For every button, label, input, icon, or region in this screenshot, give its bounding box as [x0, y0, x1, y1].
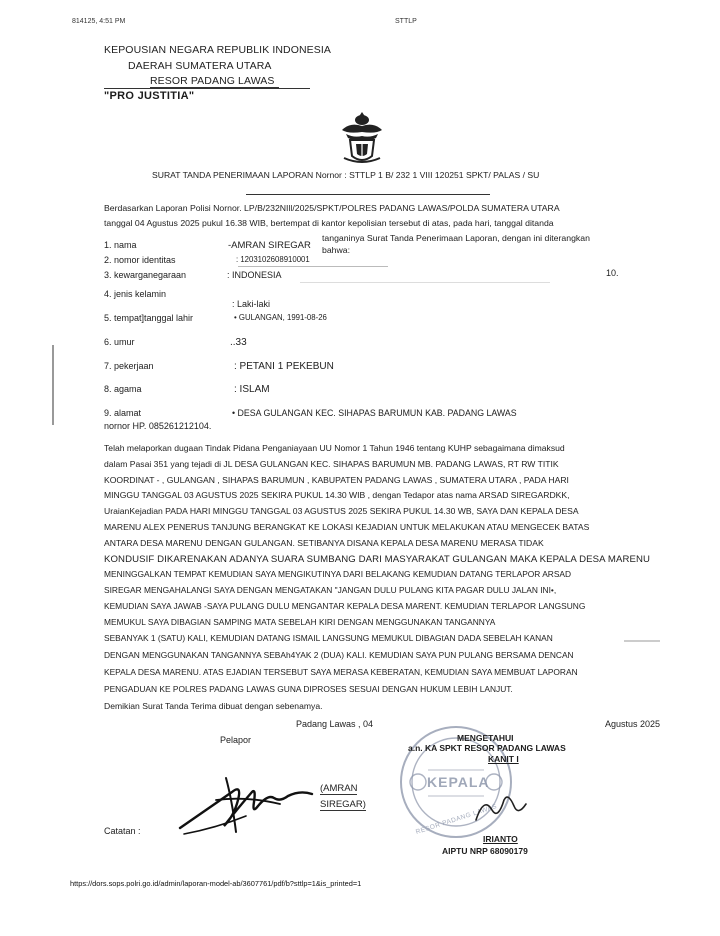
field-label-nama: 1. nama	[104, 240, 137, 250]
place-date: Padang Lawas , 04	[296, 719, 374, 729]
field-value-jenis-kelamin: : Laki-laki	[232, 299, 271, 309]
report-line: MARENU ALEX PENERUS TANJUNG BERANGKAT KE LOKASI KEJADIAN UNTUK MELAKUKAN ATAU MENGECEK BATAS	[104, 521, 590, 532]
report-paragraph	[104, 441, 650, 646]
intro-line-3: tanganinya Surat Tanda Penerimaan Laporan, dengan ini diterangkan	[322, 233, 590, 243]
report-line: Telah melaporkan dugaan Tindak Pidana Penganiayaan UU Nomor 1 Tahun 1946 tentang KUHP sebagaimana dimaksud	[104, 443, 565, 453]
intro-line-1: Berdasarkan Laporan Polisi Nornor. LP/B/232NIll/2025/SPKT/POLRES PADANG LAWAS/POLDA SUMATERA UTARA	[104, 203, 560, 213]
title-rule	[246, 194, 490, 195]
report-line: MENINGGALKAN TEMPAT KEMUDIAN SAYA MENGIKUTINYA DARI BELAKANG KEMUDIAN DATANG TERLAPOR ARSAD	[104, 569, 572, 580]
print-timestamp: 814125, 4:51 PM	[72, 18, 126, 25]
police-emblem-icon	[336, 108, 388, 166]
closing-line: Demikian Surat Tanda Terima dibuat dengan sebenamya.	[104, 701, 323, 711]
an-ka-spkt: a.n. KA SPKT RESOR PADANG LAWAS	[408, 743, 566, 753]
field-value-alamat: • DESA GULANGAN KEC. SIHAPAS BARUMUN KAB. PADANG LAWAS	[232, 408, 517, 418]
report-line: KEMUDIAN SAYA JAWAB -SAYA PULANG DULU MENGANTAR KEPALA DESA MARENT. KEMUDIAN TERLAPOR LANGSUNG	[104, 600, 586, 611]
field-value-ttl: • GULANGAN, 1991-08-26	[234, 313, 327, 322]
report-line: PENGADUAN KE POLRES PADANG LAWAS GUNA DIPROSES SESUAI DENGAN HUKUM LEBIH LANJUT.	[104, 684, 513, 694]
kanit-label: KANIT I	[488, 754, 519, 764]
field-value-nama: -AMRAN SIREGAR	[228, 240, 311, 251]
intro-line-2: tanggal 04 Agustus 2025 pukul 16.38 WIB, bertempat di kantor kepolisian tersebut di atas, pada hari, tanggal ditanda	[104, 218, 554, 228]
report-line: SIREGAR MENGAHALANGI SAYA DENGAN MENGATAKAN "JANGAN DULU PULANG KITA PAGAR DULU JALAN INI•,	[104, 585, 557, 596]
letterhead-line-2: DAERAH SUMATERA UTARA	[128, 60, 272, 72]
field-value-identitas: : 1203102608910001	[236, 255, 310, 264]
faint-mark	[624, 640, 660, 642]
reporter-signature	[176, 770, 316, 840]
pro-justitia: "PRO JUSTITIA"	[104, 90, 195, 102]
field-label-alamat: 9. alamat	[104, 408, 142, 418]
field-label-pekerjaan: 7. pekerjaan	[104, 361, 154, 371]
field-label-agama: 8. agama	[104, 384, 142, 394]
report-paragraph-2	[104, 647, 578, 715]
pelapor-label: Pelapor	[220, 735, 252, 745]
report-line: KEPALA DESA MARENU. ATAS EJADIAN TERSEBUT SAYA MERASA KEBERATAN, KEMUDIAN SAYA MEMBUAT LAPORAN	[104, 667, 578, 677]
print-footer-url: https://dors.sops.polri.go.id/admin/laporan-model-ab/3607761/pdf/b?sttlp=1&is_printed=1	[70, 879, 362, 888]
field-label-umur: 6. umur	[104, 337, 135, 347]
field-number-ten: 10.	[606, 268, 619, 278]
letterhead-line-3: RESOR PADANG LAWAS	[150, 75, 279, 88]
reporter-name-line-1: (AMRAN	[320, 783, 358, 794]
kewarganegaraan-faded-rule	[300, 282, 550, 283]
identitas-underline	[238, 266, 388, 267]
letterhead-rule	[104, 88, 310, 89]
document-title: SURAT TANDA PENERIMAAN LAPORAN Nornor : STTLP 1 B/ 232 1 VIII 120251 SPKT/ PALAS / SU	[152, 170, 540, 180]
field-label-identitas: 2. nomor identitas	[104, 255, 176, 265]
scan-edge-mark	[52, 345, 54, 425]
field-phone: nornor HP. 085261212104.	[104, 421, 212, 431]
officer-rank-nrp: AIPTU NRP 68090179	[442, 846, 528, 856]
reporter-name-line-2: SIREGAR)	[320, 799, 366, 810]
mengetahui-label: MENGETAHUI	[457, 733, 514, 743]
field-value-kewarganegaraan: : INDONESIA	[227, 270, 282, 280]
report-line: KOORDINAT - , GULANGAN , SIHAPAS BARUMUN , KABUPATEN PADANG LAWAS , SUMATERA UTARA , PADA HARI	[104, 474, 569, 485]
field-value-umur: ..33	[230, 337, 247, 348]
stamp-center-text: KEPALA	[427, 774, 490, 790]
stamp-ring-text: RESOR PADANG LAWAS	[414, 803, 498, 836]
field-value-pekerjaan: : PETANI 1 PEKEBUN	[234, 361, 334, 372]
report-line: UraianKejadian PADA HARI MINGGU TANGGAL 03 AGUSTUS 2025 SEKIRA PUKUL 14.30 WB, SAYA DAN KEPALA DESA	[104, 506, 579, 517]
month-year: Agustus 2025	[605, 719, 661, 729]
letterhead-line-1: KEPOUSIAN NEGARA REPUBLIK INDONESIA	[104, 44, 331, 56]
officer-signature	[470, 786, 530, 826]
officer-name: IRIANTO	[483, 834, 518, 844]
report-line: MEMUKUL SAYA DIBAGIAN SAMPING MATA SEBELAH KIRI DENGAN MENGGUNAKAN TANGANNYA	[104, 616, 496, 627]
field-label-jenis-kelamin: 4. jenis kelamin	[104, 289, 167, 299]
catatan-label: Catatan :	[104, 826, 141, 836]
field-label-kewarganegaraan: 3. kewarganegaraan	[104, 270, 187, 280]
report-line: ANTARA DESA MARENU DENGAN GULANGAN. SETIBANYA DISANA KEPALA DESA MARENU MERASA TIDAK	[104, 537, 544, 548]
report-line: SEBANYAK 1 (SATU) KALI, KEMUDIAN DATANG ISMAIL LANGSUNG MEMUKUL DIBAGtAN DADA SEBELAH KANAN	[104, 632, 553, 643]
print-page-title: STTLP	[395, 18, 417, 25]
report-line: MINGGU TANGGAL 03 AGUSTUS 2025 SEKIRA PUKUL 14.30 WIB , dengan Tedapor atas nama ARSAD SIREGARDKK,	[104, 490, 570, 501]
report-line: KONDUSIF DIKARENAKAN ADANYA SUARA SUMBANG DARI MASYARAKAT GULANGAN MAKA KEPALA DESA MARENU	[104, 553, 651, 565]
field-label-ttl: 5. tempat]tanggal lahir	[104, 313, 194, 323]
report-line: dalam Pasai 351 yang tejadi di JL DESA GULANGAN KEC. SIHAPAS BARUMUN MB. PADANG LAWAS, RT RW TITIK	[104, 458, 559, 469]
field-value-agama: : ISLAM	[234, 384, 270, 395]
report-line: DENGAN MENGGUNAKAN TANGANNYA SEBAh4YAK 2 (DUA) KALI. KEMUDIAN SAYA PUN PULANG BERSAMA DENCAN	[104, 650, 574, 660]
intro-line-4: bahwa:	[322, 245, 351, 255]
